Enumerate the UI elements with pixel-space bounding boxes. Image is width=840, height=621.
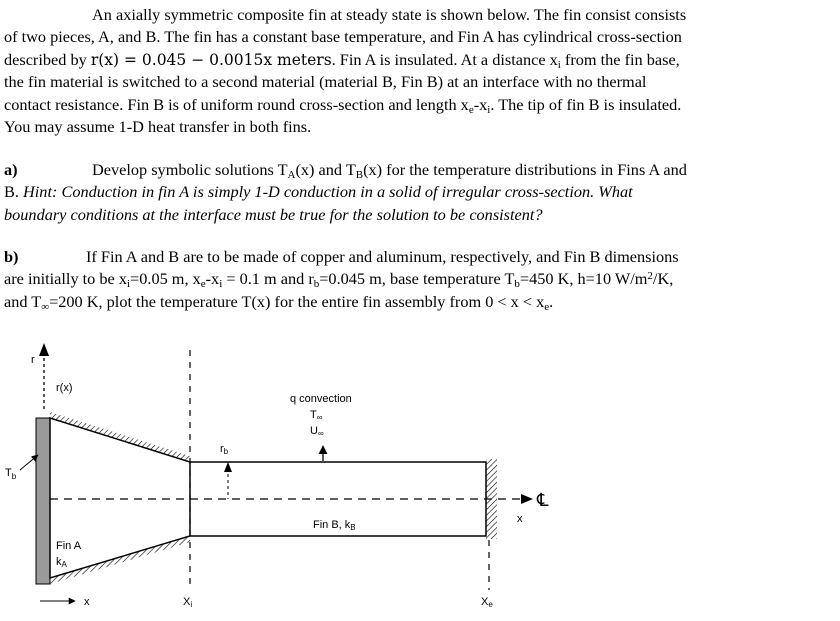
intro-line-3: described by r(x) = 0.045 − 0.0015x meters. Fin A is insulated. At a distance $x_i$ from the fin base, xyxy=(4,49,680,71)
part-a-label: a) xyxy=(4,160,18,179)
tb-label: $T_b$ xyxy=(5,467,17,481)
fin-b-label: Fin B, kB xyxy=(313,519,356,532)
xi-label: Xi xyxy=(183,596,193,609)
tb-arrow xyxy=(20,455,38,470)
composite-fin-figure xyxy=(0,340,840,621)
x-axis-label: x xyxy=(84,596,90,608)
fin-base-wall xyxy=(36,418,50,584)
rb-dimension-arrow xyxy=(224,462,232,472)
part-a-hint: Hint: Conduction in fin A is simply 1-D conduction in a solid of irregular cross-section. What xyxy=(23,182,633,202)
intro-line-4: the fin material is switched to a second material (material B, Fin B) at an interface with no thermal xyxy=(4,72,647,92)
intro-line-2: of two pieces, A, and B. The fin has a constant base temperature, and Fin A has cylindrical cross-section xyxy=(4,27,682,47)
intro-line-6: You may assume 1-D heat transfer in both fins. xyxy=(4,117,312,137)
radius-equation: r(x) = 0.045 − 0.0015x meters xyxy=(90,50,332,69)
centerline-arrow xyxy=(521,494,533,504)
intro-line-1: An axially symmetric composite fin at steady state is shown below. The fin consist consists xyxy=(92,5,687,24)
xe-label: Xe xyxy=(481,596,493,609)
problem-intro xyxy=(4,4,836,138)
part-b-label: b) xyxy=(4,247,19,266)
u-inf-label: U∞ xyxy=(310,425,324,438)
part-b: b) If Fin A and B are to be made of copper and aluminum, respectively, and Fin B dimensions are initially to be $x_i=0.05$ m, $x_e-x_i = 0.1$ m and $r_b=0.045$ m, base temperature $T_b=450$ K, h=10 $W/m^2/K$, and $T_\infty=200$ K, plot the temperature T(x) for the entire fin assembly from $0 < x < x_e$. xyxy=(4,247,679,313)
r-axis-arrow xyxy=(39,343,49,356)
fin-a-body xyxy=(50,418,190,578)
centerline-symbol: ℄ xyxy=(537,490,549,510)
t-inf-label: T∞ xyxy=(310,409,323,422)
q-convection-label: q convection xyxy=(290,393,352,405)
part-a: a) Develop symbolic solutions $T_A(x)$ and $T_B(x)$ for the temperature distributions in Fins A and B. Hint: Conduction in fin A is simply 1-D conduction in a solid of irregular cross-section. What boundary conditions at the interface must be true for the solution to be consistent? xyxy=(4,160,687,224)
ka-label: kA xyxy=(56,556,67,569)
r-of-x-label: r(x) xyxy=(56,382,73,394)
x-right-label: x xyxy=(517,513,523,525)
intro-line-5: contact resistance. Fin B is of uniform round cross-section and length $x_e-x_i$. The tip of fin B is insulated. xyxy=(4,94,682,116)
r-axis-label: r xyxy=(31,354,35,366)
rb-label: rb xyxy=(220,443,229,456)
fin-a-label: Fin A xyxy=(56,540,82,552)
